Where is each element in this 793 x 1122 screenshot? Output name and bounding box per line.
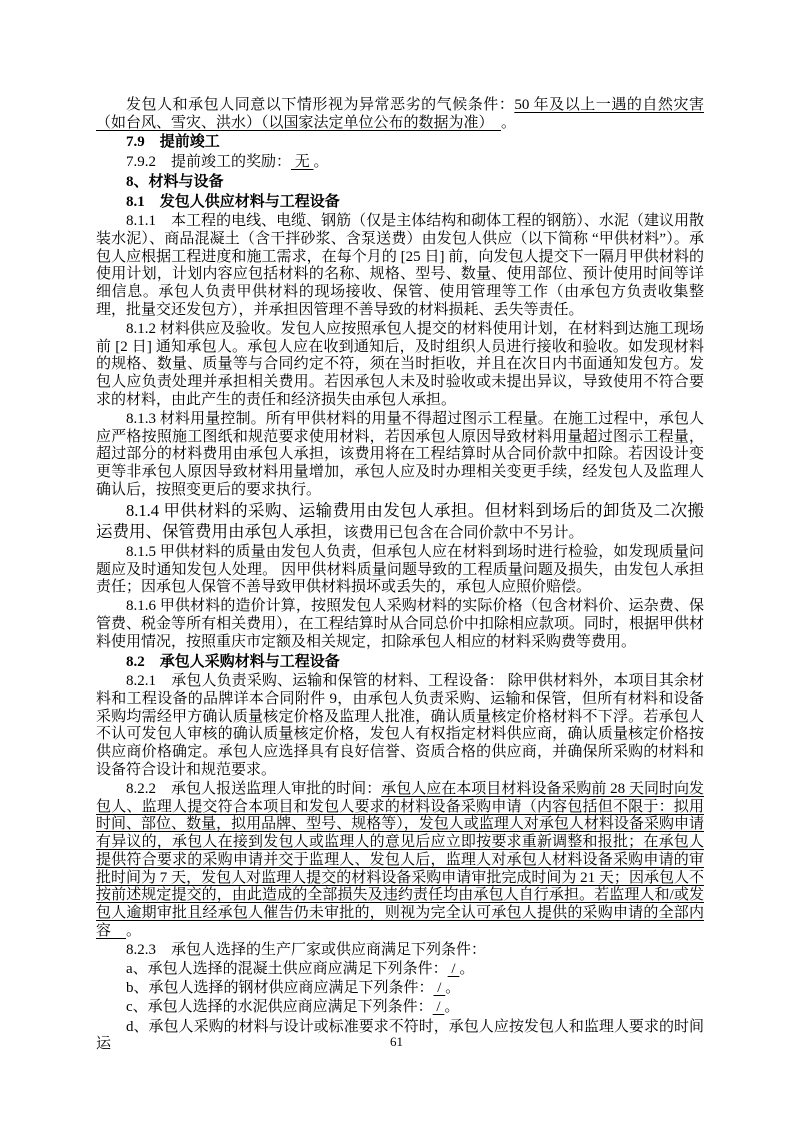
clause-8-1-3: 8.1.3 材料用量控制。所有甲供材料的用量不得超过图示工程量。在施工过程中，承包人应严格按照施工图纸和规范要求使用材料，若因承包人原因导致材料用量超过图示工程量，超过部分的材料费用由承包人承担，该费用将在工程结算时从合同价款中扣除。若因设计变更等非承包人原因导致材料用量增加，承包人应及时办理相关变更手续，经发包人及监理人确认后，按照变更后的要求执行。: [96, 410, 704, 498]
list-item-b-text: b、承包人选择的钢材供应商应满足下列条件：: [126, 980, 434, 997]
page-number: 61: [390, 1034, 403, 1049]
clause-8-2-3: 8.2.3 承包人选择的生产厂家或供应商满足下列条件：: [126, 941, 487, 958]
clause-8-1-4-emphasis: 8.1.4 甲供材料的采购、运输费用由发包人承担。但材料到场后的卸货及二次搬运费用、保管费用由承包人承担，: [96, 500, 704, 541]
clause-7-9-2-end: 。: [313, 154, 329, 171]
clause-8-2-2-end: 。: [126, 922, 142, 939]
clause-8-2-2: [96, 781, 704, 940]
filled-blank-cement: /: [432, 999, 445, 1016]
clause-8-1-4: [96, 501, 704, 542]
clause-weather-end: 。: [501, 114, 517, 131]
list-item-c: [96, 999, 704, 1017]
filled-blank-concrete: /: [447, 961, 460, 978]
clause-8-1-5: 8.1.5 甲供材料的质量由发包人负责，但承包人应在材料到场时进行检验，如发现质量问题应及时通知发包人处理。 因甲供材料质量问题导致的工程质量问题及损失，由发包人承担责任；因承包人保管不善导致甲供材料损坏或丢失的，承包人应照价赔偿。: [96, 543, 704, 596]
list-item-c-end: 。: [444, 999, 460, 1016]
clause-8-1-1: 8.1.1 本工程的电线、电缆、钢筋（仅是主体结构和砌体工程的钢筋）、水泥（建议用散装水泥）、商品混凝土（含干拌砂浆、含泵送费）由发包人供应（以下简称 “甲供材料”）。承包人应根据工程进度和施工需求，在每个月的 [25 日] 前，向发包人提交下一隔月甲供材料的使用计划，计划内容应包括材料的名称、规格、型号、数量、使用部位、预计使用时间等详细信息。承包人负责甲供材料的现场接收、保管、使用管理等工作（由承包方负责收集整理，批量交还发包方），并承担因管理不善导致的材料损耗、丢失等责任。: [96, 213, 704, 318]
clause-8-1-4-rest: 该费用已包含在合同价款中不另计。: [343, 524, 584, 541]
heading-8-1: 8.1 发包人供应材料与工程设备: [126, 193, 340, 210]
filled-blank-steel: /: [433, 980, 446, 997]
clause-7-9-2-text: 7.9.2 提前竣工的奖励：: [126, 154, 292, 171]
list-item-d: d、承包人采购的材料与设计或标准要求不符时，承包人应按发包人和监理人要求的时间运: [96, 1018, 704, 1053]
list-item-a-end: 。: [459, 961, 475, 978]
list-item-b-end: 。: [445, 980, 461, 997]
heading-7-9: 7.9 提前竣工: [126, 134, 220, 151]
clause-weather-text: 发包人和承包人同意以下情形视为异常恶劣的气候条件：: [126, 97, 515, 113]
clause-weather: [96, 97, 704, 132]
clause-8-2-1: 8.2.1 承包人负责采购、运输和保管的材料、工程设备： 除甲供材料外，本项目其余材料和工程设备的品牌详本合同附件 9，由承包人负责采购、运输和保管，但所有材料和设备采购均需经甲方确认质量核定价格及监理人批准，确认质量核定价格材料不下浮。若承包人不认可发包人审核的确认质量核定价格，发包人有权指定材料供应商，确认质量核定价格按供应商价格确定。承包人应选择具有良好信誉、资质合格的供应商，并确保所采购的材料和设备符合设计和规范要求。: [96, 673, 704, 778]
clause-8-1-6: 8.1.6 甲供材料的造价计算，按照发包人采购材料的实际价格（包含材料价、运杂费、保管费、税金等所有相关费用），在工程结算时从合同总价中扣除相应款项。同时，根据甲供材料使用情况，按照重庆市定额及相关规定，扣除承包人相应的材料采购费等费用。: [96, 598, 704, 650]
clause-8-1-2: 8.1.2 材料供应及验收。发包人应按照承包人提交的材料使用计划，在材料到达施工现场前 [2 日] 通知承包人。承包人应在收到通知后，及时组织人员进行接收和验收。如发现材料的规格、数量、质量等与合同约定不符，须在当时拒收，并且在次日内书面通知发包方。发包人应负责处理并承担相关费用。若因承包人未及时验收或未提出异议，导致使用不符合要求的材料，由此产生的责任和经济损失由承包人承担。: [96, 320, 704, 408]
heading-8: 8、材料与设备: [126, 173, 224, 190]
list-item-c-text: c、承包人选择的水泥供应商应满足下列条件：: [126, 999, 433, 1016]
filled-blank-approval-time: 承包人应在本项目材料设备采购前 28 天同时向发包人、监理人提交符合本项目和发包人要求的材料设备采购申请（内容包括但不限于：拟用时间、部位、数量，拟用品牌、型号、规格等），发包人或监理人对承包人材料设备采购申请有异议的，承包人在接到发包人或监理人的意见后应立即按要求重新调整和报批；在承包人提供符合要求的采购申请并交于监理人、发包人后，监理人对承包人材料设备采购申请的审批时间为 7 天，发包人对监理人提交的材料设备采购申请审批完成时间为 21 天；因承包人不按前述规定提交的，由此造成的全部损失及违约责任均由承包人自行承担。若监理人和/或发包人逾期审批且经承包人催告仍未审批的，则视为完全认可承包人提供的采购申请的全部内容: [96, 781, 704, 939]
document-body: [96, 97, 704, 1056]
list-item-a: [96, 961, 704, 979]
clause-7-9-2: [96, 154, 704, 172]
list-item-b: [96, 980, 704, 998]
filled-blank-reward: 无: [291, 154, 314, 171]
heading-8-2: 8.2 承包人采购材料与工程设备: [126, 653, 340, 670]
filled-blank-weather: 50 年及以上一遇的自然灾害（如台风、雪灾、洪水）（以国家法定单位公布的数据为准）: [96, 97, 704, 131]
list-item-a-text: a、承包人选择的混凝土供应商应满足下列条件：: [126, 961, 448, 978]
clause-8-2-2-label: 8.2.2 承包人报送监理人审批的时间：: [126, 781, 382, 798]
